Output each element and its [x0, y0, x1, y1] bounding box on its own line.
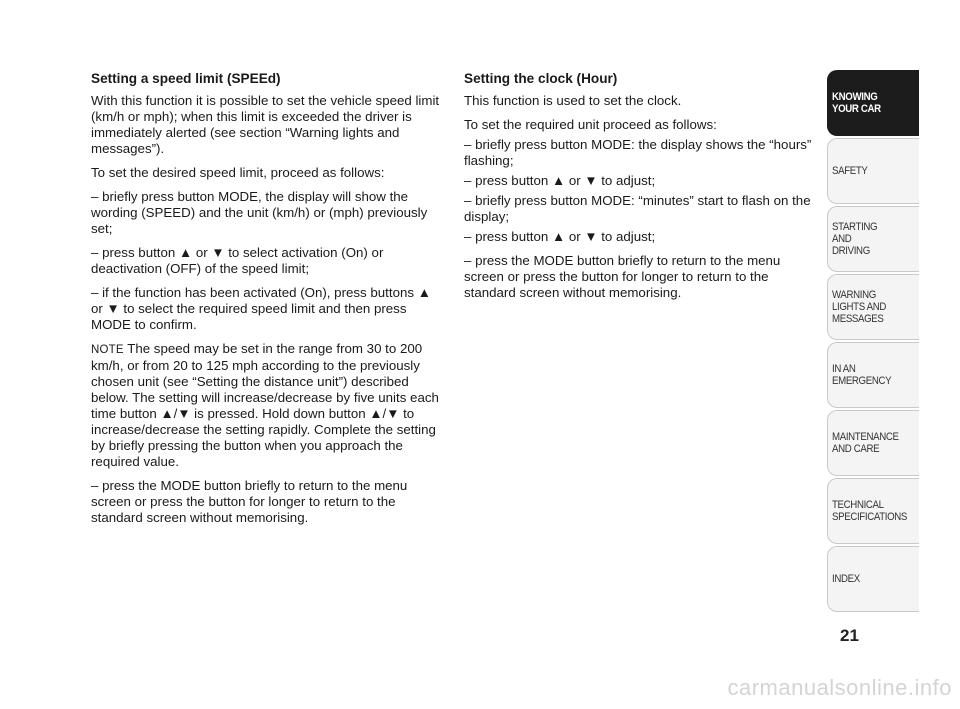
tab-technical-specifications[interactable] [827, 478, 919, 544]
speed-limit-heading: Setting a speed limit (SPEEd) [91, 71, 281, 86]
tab-label: IN AN EMERGENCY [832, 363, 892, 387]
tab-label: INDEX [832, 573, 860, 585]
tab-safety[interactable] [827, 138, 919, 204]
note-text: The speed may be set in the range from 30 to 200 km/h, or from 20 to 125 mph according to the previously chosen unit (see “Setting the distance unit”) described below. The setting will increase/decrease by five units each time button ▲/▼ is pressed. Hold down button ▲/▼ to increase/decrease the setting rapidly. Complete the setting by briefly pressing the button when you approach the required value. [91, 341, 439, 469]
tab-in-an-emergency[interactable] [827, 342, 919, 408]
paragraph: To set the required unit proceed as follows: [464, 117, 717, 132]
clock-heading: Setting the clock (Hour) [464, 71, 618, 86]
paragraph: – if the function has been activated (On), press buttons ▲ or ▼ to select the required speed limit and then press MODE to confirm. [91, 285, 431, 332]
tab-warning-lights[interactable] [827, 274, 919, 340]
note-label: NOTE [91, 344, 124, 356]
tab-label: SAFETY [832, 165, 868, 177]
right-column [464, 70, 814, 309]
paragraph: – briefly press button MODE: the display shows the “hours” flashing; [464, 137, 812, 168]
paragraph: – press button ▲ or ▼ to adjust; [464, 229, 656, 244]
paragraph: To set the desired speed limit, proceed as follows: [91, 165, 385, 180]
paragraph: With this function it is possible to set the vehicle speed limit (km/h or mph); when this limit is exceeded the driver is immediately alerted (see section “Warning lights and messages”). [91, 93, 440, 156]
page-number: 21 [840, 626, 859, 645]
tab-label: KNOWING YOUR CAR [832, 91, 881, 115]
tab-label: MAINTENANCE AND CARE [832, 431, 899, 455]
note-paragraph [91, 341, 441, 470]
paragraph: – press the MODE button briefly to return to the menu screen or press the button for longer to return to the standard screen without memorising. [464, 253, 781, 300]
watermark: carmanualsonline.info [727, 675, 952, 700]
tab-starting-and-driving[interactable] [827, 206, 919, 272]
tab-label: WARNING LIGHTS AND MESSAGES [832, 289, 887, 325]
left-column [91, 70, 441, 534]
tab-label: TECHNICAL SPECIFICATIONS [832, 499, 908, 523]
tab-label: STARTING AND DRIVING [832, 221, 878, 257]
tab-knowing-your-car[interactable] [827, 70, 919, 136]
tab-maintenance[interactable] [827, 410, 919, 476]
paragraph: – press button ▲ or ▼ to adjust; [464, 173, 656, 188]
paragraph: – press button ▲ or ▼ to select activation (On) or deactivation (OFF) of the speed limit; [91, 245, 384, 276]
tab-index[interactable] [827, 546, 919, 612]
section-tabs [827, 70, 919, 614]
paragraph: This function is used to set the clock. [464, 93, 682, 108]
paragraph: – press the MODE button briefly to return to the menu screen or press the button for longer to return to the standard screen without memorising. [91, 478, 408, 525]
paragraph: – briefly press button MODE, the display will show the wording (SPEED) and the unit (km/h) or (mph) previously set; [91, 189, 428, 236]
paragraph: – briefly press button MODE: “minutes” start to flash on the display; [464, 193, 811, 224]
